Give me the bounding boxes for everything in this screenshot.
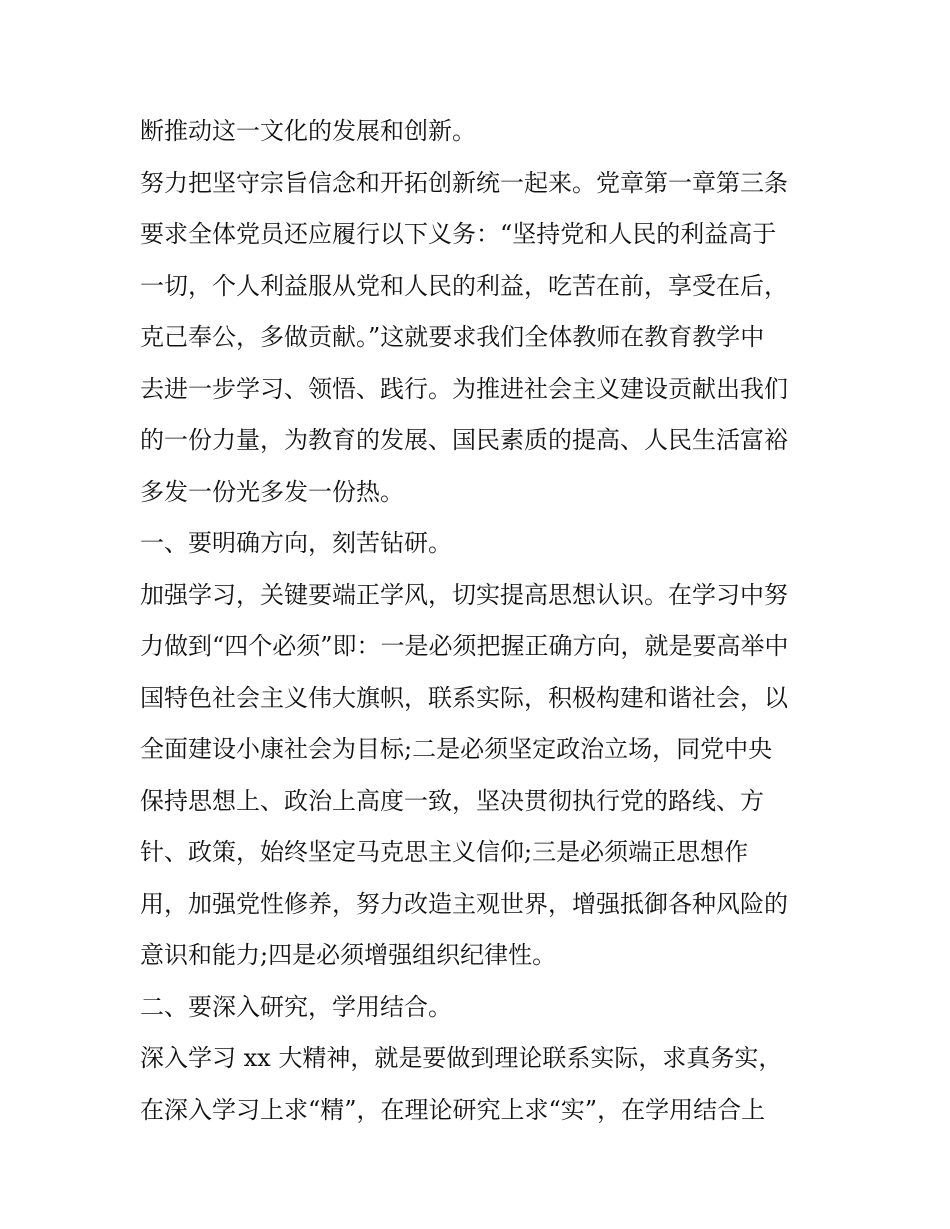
text-line: 要求全体党员还应履行以下义务：“坚持党和人民的利益高于 xyxy=(140,220,777,248)
section-heading-2: 二、要深入研究，学用结合。 xyxy=(140,992,452,1021)
text-line: 努力把坚守宗旨信念和开拓创新统一起来。党章第一章第三条 xyxy=(140,168,788,197)
text-line: 多发一份光多发一份热。 xyxy=(140,477,404,506)
text-line: 力做到“四个必须”即：一是必须把握正确方向，就是要高举中 xyxy=(140,632,789,660)
text-line: 一切，个人利益服从党和人民的利益，吃苦在前，享受在后， xyxy=(140,271,788,300)
text-line: 去进一步学习、领悟、践行。为推进社会主义建设贡献出我们 xyxy=(140,374,788,403)
text-line: 全面建设小康社会为目标;二是必须坚定政治立场，同党中央 xyxy=(140,735,773,763)
text-line: 国特色社会主义伟大旗帜，联系实际，积极构建和谐社会，以 xyxy=(140,683,788,712)
text-line: 克己奉公，多做贡献。”这就要求我们全体教师在教育教学中 xyxy=(140,323,765,351)
document-body xyxy=(140,106,830,1136)
text-line: 用，加强党性修养，努力改造主观世界，增强抵御各种风险的 xyxy=(140,889,788,918)
text-line: 加强学习，关键要端正学风，切实提高思想认识。在学习中努 xyxy=(140,580,788,609)
text-line: 的一份力量，为教育的发展、国民素质的提高、人民生活富裕 xyxy=(140,426,788,454)
text-line: 针、政策，始终坚定马克思主义信仰;三是必须端正思想作 xyxy=(140,838,749,866)
text-line: 深入学习 xx 大精神，就是要做到理论联系实际，求真务实， xyxy=(140,1044,783,1072)
text-line: 断推动这一文化的发展和创新。 xyxy=(140,117,476,145)
text-line: 保持思想上、政治上高度一致，坚决贯彻执行党的路线、方 xyxy=(140,786,764,815)
section-heading-1: 一、要明确方向，刻苦钻研。 xyxy=(140,529,452,557)
text-line: 意识和能力;四是必须增强组织纪律性。 xyxy=(140,941,557,969)
text-line: 在深入学习上求“精”，在理论研究上求“实”，在学用结合上 xyxy=(140,1095,766,1124)
